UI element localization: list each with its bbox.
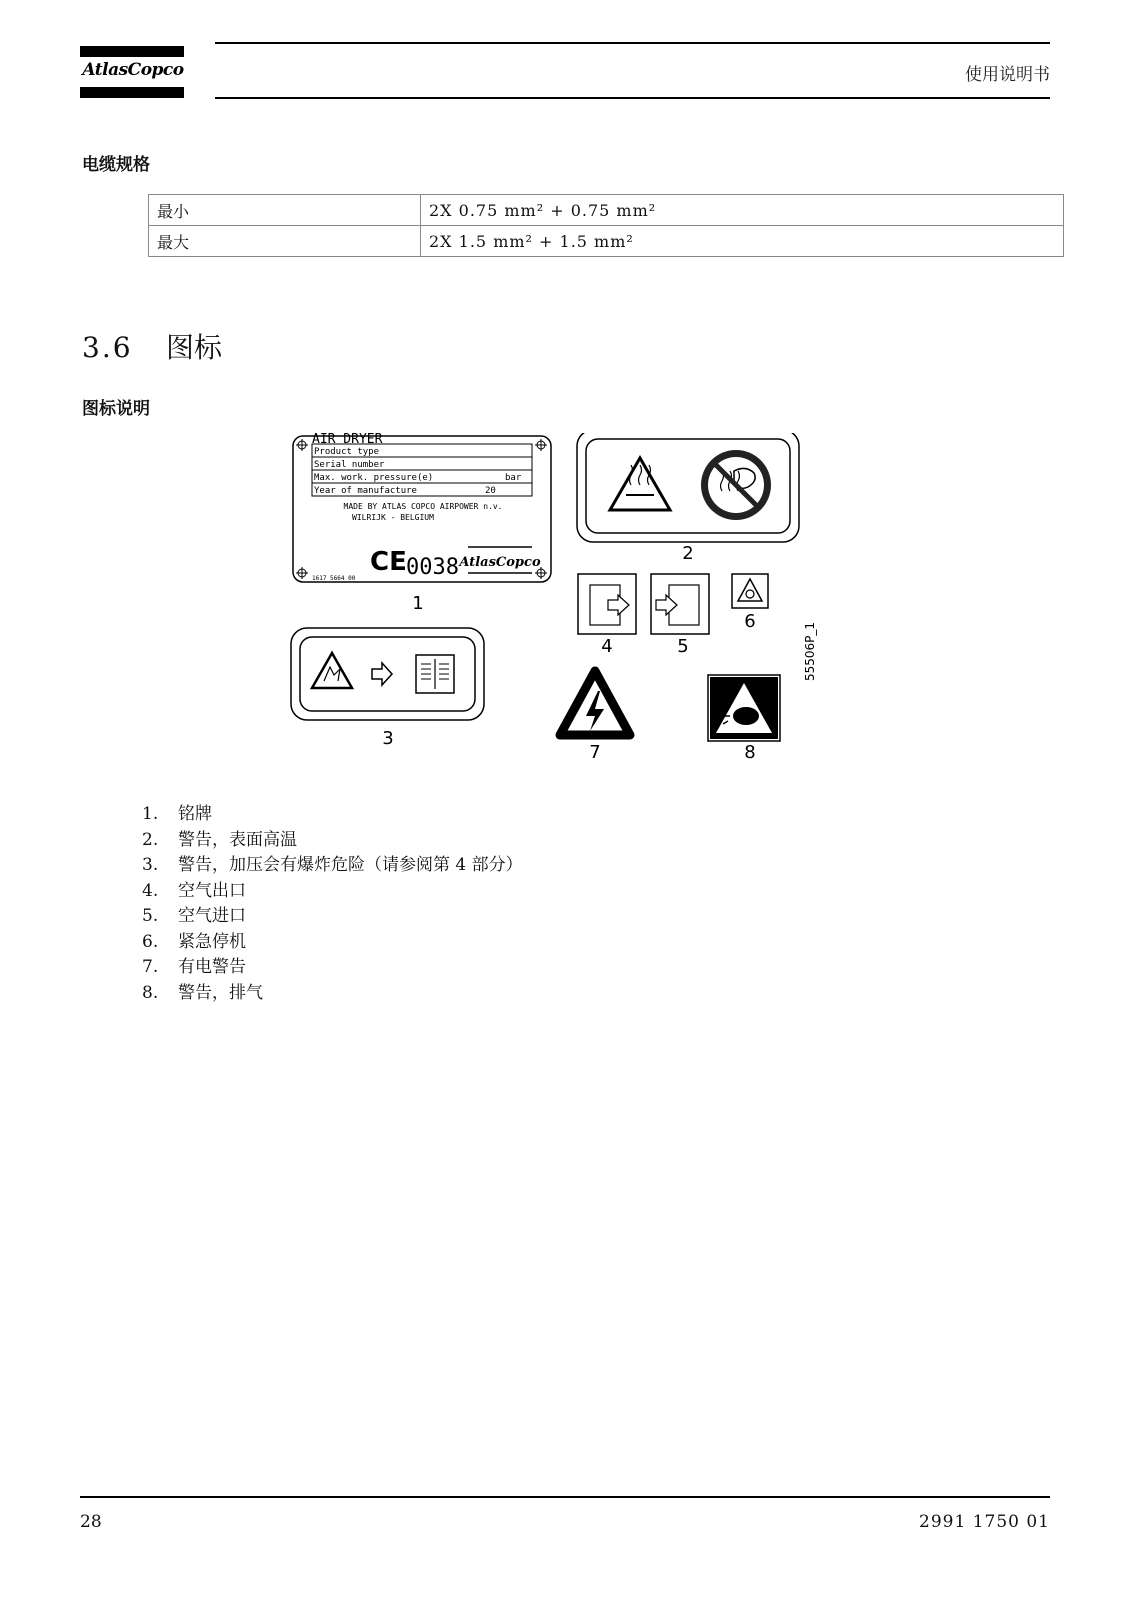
list-item-number: 4. <box>142 880 159 901</box>
plate-brand: AtlasCopco <box>459 555 541 570</box>
manual-book-icon <box>416 655 454 693</box>
callout-5: 5 <box>677 636 689 657</box>
icons-figure <box>290 433 850 783</box>
list-item-number: 3. <box>142 855 159 875</box>
arrow-right-icon <box>372 663 392 685</box>
plate-field: Serial number <box>314 460 385 470</box>
header-rule-bottom <box>215 97 1050 99</box>
plate-title: AIR DRYER <box>312 433 383 447</box>
list-item-number: 7. <box>142 957 159 977</box>
air-outlet-icon <box>578 574 636 634</box>
logo-bar-top <box>80 46 184 57</box>
list-item-text: 警告，排气 <box>178 982 263 1003</box>
table-row <box>149 195 1064 226</box>
section-number: 3.6 <box>82 331 133 364</box>
header-rule-top <box>215 42 1050 44</box>
icons-heading: 图标说明 <box>82 399 150 419</box>
list-item <box>142 879 523 905</box>
logo-bar-bottom <box>80 87 184 98</box>
callout-7: 7 <box>589 742 601 763</box>
section-title-text: 图标 <box>166 331 223 364</box>
hot-surface-warning-icon <box>610 458 670 510</box>
callout-8: 8 <box>744 742 756 763</box>
cable-spec-value: 2X 1.5 mm² + 1.5 mm² <box>421 226 1064 257</box>
plate-maker-location: WILRIJK - BELGIUM <box>352 513 434 522</box>
plate-field: Product type <box>314 447 380 457</box>
list-item-number: 6. <box>142 931 159 952</box>
list-item-text: 警告，表面高温 <box>178 829 297 850</box>
list-item-text: 警告，加压会有爆炸危险（请参阅第 4 部分） <box>178 855 523 875</box>
list-item-number: 8. <box>142 982 159 1003</box>
list-item <box>142 802 523 828</box>
electrical-hazard-icon <box>560 671 630 735</box>
ce-mark: CE <box>370 547 407 577</box>
cable-spec-value: 2X 0.75 mm² + 0.75 mm² <box>421 195 1064 226</box>
callout-4: 4 <box>601 636 613 657</box>
list-item <box>142 981 523 1007</box>
footer-rule <box>80 1496 1050 1498</box>
ce-number: 0038 <box>406 555 459 580</box>
list-item-number: 1. <box>142 804 159 824</box>
cable-spec-table <box>148 194 1064 257</box>
list-item-number: 5. <box>142 906 159 926</box>
list-item <box>142 904 523 930</box>
hot-surface-sticker <box>577 433 799 542</box>
plate-year: 20 <box>485 486 496 496</box>
callout-2: 2 <box>682 543 694 564</box>
table-row <box>149 226 1064 257</box>
page-number: 28 <box>80 1512 102 1532</box>
air-inlet-icon <box>651 574 709 634</box>
plate-field: Year of manufacture <box>314 486 417 496</box>
list-item <box>142 828 523 854</box>
callout-1: 1 <box>412 593 424 614</box>
plate-part-number: 1617 5664 00 <box>312 575 356 582</box>
figure-id: 55506P_1 <box>803 621 817 681</box>
list-item-number: 2. <box>142 829 159 850</box>
pressure-warning-sticker <box>291 628 484 720</box>
cable-spec-label: 最小 <box>149 195 421 226</box>
emergency-stop-icon <box>732 574 768 608</box>
exhaust-warning-icon <box>708 675 780 741</box>
icon-legend-list <box>142 802 523 1006</box>
no-touch-icon <box>701 450 771 520</box>
list-item <box>142 853 523 879</box>
cable-spec-heading: 电缆规格 <box>82 155 150 175</box>
list-item-text: 铭牌 <box>178 804 212 824</box>
callout-3: 3 <box>382 728 394 749</box>
document-number: 2991 1750 01 <box>919 1512 1050 1532</box>
list-item <box>142 955 523 981</box>
plate-unit: bar <box>505 473 522 483</box>
explosion-warning-icon <box>312 653 352 688</box>
header-title: 使用说明书 <box>965 65 1050 85</box>
data-plate <box>293 433 551 582</box>
callout-6: 6 <box>744 611 756 632</box>
list-item-text: 空气出口 <box>178 880 246 901</box>
atlas-copco-logo <box>80 46 186 98</box>
cable-spec-label: 最大 <box>149 226 421 257</box>
list-item <box>142 930 523 956</box>
plate-maker: MADE BY ATLAS COPCO AIRPOWER n.v. <box>343 502 503 511</box>
logo-wordmark: AtlasCopco <box>82 60 184 80</box>
list-item-text: 空气进口 <box>178 906 246 926</box>
plate-field: Max. work. pressure(e) <box>314 473 434 483</box>
list-item-text: 有电警告 <box>178 957 246 977</box>
section-title <box>82 326 222 366</box>
list-item-text: 紧急停机 <box>178 931 246 952</box>
